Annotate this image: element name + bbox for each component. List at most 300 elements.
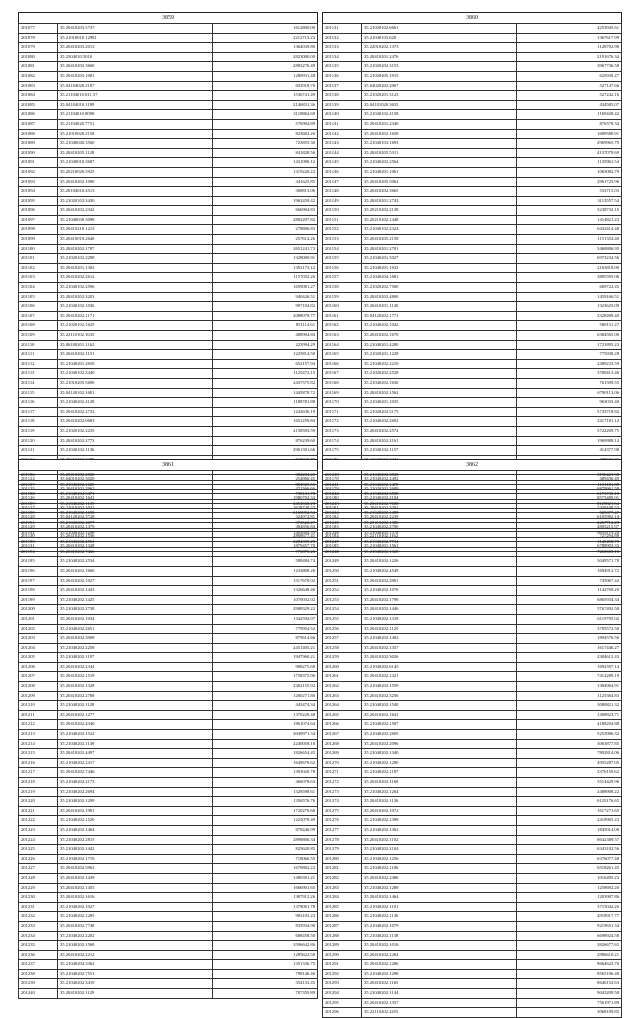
table-row: [19, 91, 318, 101]
account-code-cell: 35.21040102.1157: [362, 446, 517, 456]
account-code-cell: 35.20410202.2732: [58, 407, 213, 417]
table-row: [323, 1008, 622, 1018]
row-id-cell: 201119: [19, 426, 58, 436]
row-id-cell: 201279: [323, 845, 362, 855]
amount-cell: 6119795.02: [517, 614, 622, 624]
row-id-cell: 201103: [19, 273, 58, 283]
amount-cell: 1393020.78: [213, 768, 318, 778]
amount-cell: 688458.50: [213, 931, 318, 941]
account-code-cell: 35.21040204.5471: [58, 490, 213, 500]
row-id-cell: 201235: [19, 941, 58, 951]
account-code-cell: 35.20410202.1455: [58, 883, 213, 893]
account-code-cell: 35.20410202.1034: [58, 614, 213, 624]
account-code-cell: 35.20410202.2284: [362, 950, 517, 960]
account-code-cell: 35.20104010.4513: [58, 187, 213, 197]
ledger-table: [322, 470, 622, 1018]
table-row: [19, 407, 318, 417]
amount-cell: 1431096.12: [213, 158, 318, 168]
account-code-cell: 35.06100201.1162: [58, 340, 213, 350]
row-id-cell: 201264: [323, 701, 362, 711]
row-id-cell: 201163: [323, 331, 362, 341]
table-row: [19, 158, 318, 168]
account-code-cell: 35.21040201.1061: [362, 167, 517, 177]
amount-cell: 3795572.50: [517, 624, 622, 634]
account-code-cell: 35.21040202.1328: [362, 547, 517, 557]
row-id-cell: 201281: [323, 864, 362, 874]
row-id-cell: 201137: [323, 81, 362, 91]
account-code-cell: 35.20410202.1616: [58, 893, 213, 903]
amount-cell: 1980702.34: [213, 494, 318, 504]
account-code-cell: 35.21040202.5508: [362, 490, 517, 500]
table-row: [19, 81, 318, 91]
amount-cell: 3063877.85: [517, 739, 622, 749]
row-id-cell: 201125: [19, 484, 58, 494]
amount-cell: 4137079.69: [517, 148, 622, 158]
row-id-cell: 201178: [323, 474, 362, 484]
account-code-cell: 35.21040202.2700: [362, 522, 517, 532]
account-code-cell: 35.20410202.2486: [362, 873, 517, 883]
amount-cell: 2284359.29: [213, 538, 318, 548]
amount-cell: 1384964.91: [517, 682, 622, 692]
amount-cell: 1326648.46: [213, 586, 318, 596]
account-code-cell: 35.20410202.1286: [362, 960, 517, 970]
amount-cell: 1408823.71: [517, 710, 622, 720]
account-code-cell: 35.21020102.6661: [362, 24, 517, 34]
table-row: [323, 490, 622, 500]
amount-cell: 779954.52: [213, 624, 318, 634]
account-code-cell: 35.20410201.1130: [362, 302, 517, 312]
table-row: [323, 263, 622, 273]
amount-cell: 1370229.48: [213, 710, 318, 720]
account-code-cell: 35.20410201.2743: [362, 196, 517, 206]
account-code-cell: 35.21040102.3440: [58, 369, 213, 379]
row-id-cell: 201117: [19, 407, 58, 417]
row-id-cell: 201087: [19, 119, 58, 129]
account-code-cell: 35.21040103.1693: [362, 139, 517, 149]
table-row: [323, 417, 622, 427]
amount-cell: 1319226.22: [213, 167, 318, 177]
row-id-cell: 201168: [323, 378, 362, 388]
row-id-cell: 201206: [19, 662, 58, 672]
table-row: [19, 710, 318, 720]
row-id-cell: 201181: [323, 503, 362, 513]
table-row: [323, 864, 622, 874]
amount-cell: 878446.99: [213, 825, 318, 835]
row-id-cell: 201254: [323, 605, 362, 615]
table-row: [19, 187, 318, 197]
account-code-cell: 35.04020202.2067: [362, 81, 517, 91]
table-row: [19, 129, 318, 139]
amount-cell: 876239.60: [213, 436, 318, 446]
row-id-cell: 201255: [323, 614, 362, 624]
row-id-cell: 201133: [323, 43, 362, 53]
account-code-cell: 35.20410202.1136: [362, 797, 517, 807]
amount-cell: 434585.07: [517, 100, 622, 110]
row-id-cell: 201251: [323, 576, 362, 586]
row-id-cell: 201234: [19, 931, 58, 941]
row-id-cell: 201271: [323, 768, 362, 778]
row-id-cell: 201084: [19, 91, 58, 101]
row-id-cell: 201237: [19, 960, 58, 970]
row-id-cell: 201146: [323, 167, 362, 177]
account-code-cell: 35.20410202.1357: [362, 998, 517, 1008]
table-row: [19, 797, 318, 807]
table-row: [323, 254, 622, 264]
table-row: [19, 359, 318, 369]
row-id-cell: 201136: [323, 71, 362, 81]
row-id-cell: 201156: [323, 263, 362, 273]
account-code-cell: 35.21040202.1149: [58, 739, 213, 749]
row-id-cell: 201166: [323, 359, 362, 369]
account-code-cell: 35.21040202.1559: [362, 682, 517, 692]
account-code-cell: 35.21040202.6145: [362, 662, 517, 672]
ledger-panel-3: [18, 459, 318, 999]
row-id-cell: 201096: [19, 206, 58, 216]
table-row: [323, 340, 622, 350]
row-id-cell: 201208: [19, 682, 58, 692]
row-id-cell: 201132: [323, 33, 362, 43]
amount-cell: 8642389.57: [517, 835, 622, 845]
amount-cell: 1670862.22: [213, 864, 318, 874]
amount-cell: 443474.34: [213, 701, 318, 711]
table-row: [19, 62, 318, 72]
account-code-cell: 35.2304010.5010: [58, 52, 213, 62]
amount-cell: 414377.98: [517, 446, 622, 456]
table-row: [19, 321, 318, 331]
account-code-cell: 35.21040202.1256: [362, 854, 517, 864]
amount-cell: 625939.27: [517, 71, 622, 81]
row-id-cell: 201219: [19, 787, 58, 797]
row-id-cell: 201221: [19, 806, 58, 816]
table-row: [19, 254, 318, 264]
table-row: [323, 576, 622, 586]
account-code-cell: 35.20410202.3008: [58, 634, 213, 644]
account-code-cell: 35.21040202.2492: [362, 474, 517, 484]
account-code-cell: 35.21020102.1625: [58, 321, 213, 331]
row-id-cell: 201097: [19, 215, 58, 225]
table-row: [323, 643, 622, 653]
amount-cell: 718066.55: [213, 854, 318, 864]
row-id-cell: 201261: [323, 672, 362, 682]
amount-cell: 6343102.56: [517, 845, 622, 855]
amount-cell: 761509.55: [517, 378, 622, 388]
amount-cell: 2898806.34: [213, 835, 318, 845]
row-id-cell: 201187: [19, 480, 58, 490]
amount-cell: 1826654.45: [213, 749, 318, 759]
row-id-cell: 201225: [19, 845, 58, 855]
account-code-cell: 35.21040202.2605: [362, 730, 517, 740]
amount-cell: 1612800.00: [213, 24, 318, 34]
row-id-cell: 201205: [19, 653, 58, 663]
account-code-cell: 35.21020202.3153: [362, 62, 517, 72]
account-code-cell: 35.21040030.5098: [58, 215, 213, 225]
row-id-cell: 201081: [19, 62, 58, 72]
table-row: [19, 931, 318, 941]
row-id-cell: 201243: [323, 499, 362, 509]
account-code-cell: 35.21040202.4549: [362, 566, 517, 576]
table-row: [323, 273, 622, 283]
row-id-cell: 201193: [19, 538, 58, 548]
row-id-cell: 201086: [19, 110, 58, 120]
table-row: [19, 691, 318, 701]
row-id-cell: 201079: [19, 43, 58, 53]
account-code-cell: 35.20410202.1798: [362, 595, 517, 605]
amount-cell: 825620.85: [213, 845, 318, 855]
account-code-cell: 35.21040201.4280: [362, 340, 517, 350]
row-id-cell: 201210: [19, 701, 58, 711]
row-id-cell: 201296: [323, 1008, 362, 1018]
amount-cell: 983103.23: [213, 912, 318, 922]
table-row: [19, 100, 318, 110]
amount-cell: 1628728.27: [213, 503, 318, 513]
row-id-cell: 201167: [323, 369, 362, 379]
row-id-cell: 201100: [19, 244, 58, 254]
amount-cell: 776876.26: [213, 547, 318, 557]
table-row: [323, 100, 622, 110]
amount-cell: 7260658.10: [517, 547, 622, 557]
row-id-cell: 201116: [19, 398, 58, 408]
table-row: [323, 538, 622, 548]
table-row: [19, 547, 318, 557]
account-code-cell: 35.20410201.2701: [362, 244, 517, 254]
table-row: [323, 129, 622, 139]
row-id-cell: 201088: [19, 129, 58, 139]
amount-cell: 1517670.02: [213, 576, 318, 586]
table-row: [19, 835, 318, 845]
row-id-cell: 201268: [323, 739, 362, 749]
table-row: [19, 854, 318, 864]
table-row: [323, 24, 622, 34]
row-id-cell: 201192: [19, 528, 58, 538]
table-row: [19, 283, 318, 293]
row-id-cell: 201191: [19, 518, 58, 528]
amount-cell: 1145458.79: [517, 538, 622, 548]
amount-cell: 527242.16: [517, 91, 622, 101]
row-id-cell: 201229: [19, 883, 58, 893]
row-id-cell: 201108: [19, 321, 58, 331]
row-id-cell: 201094: [19, 187, 58, 197]
row-id-cell: 201258: [323, 643, 362, 653]
row-id-cell: 201200: [19, 605, 58, 615]
amount-cell: 2146831.36: [213, 100, 318, 110]
row-id-cell: 201162: [323, 321, 362, 331]
account-code-cell: 35.21040202.1362: [362, 825, 517, 835]
amount-cell: 2961301.66: [213, 446, 318, 456]
account-code-cell: 35.20410202.7748: [58, 921, 213, 931]
amount-cell: 382204.20: [213, 471, 318, 481]
amount-cell: 6865934.34: [517, 595, 622, 605]
row-id-cell: 201098: [19, 225, 58, 235]
account-code-cell: 35.20410202.2000: [58, 471, 213, 481]
row-id-cell: 201270: [323, 758, 362, 768]
panel-page-number: 3861: [18, 459, 318, 470]
amount-cell: 1258692.20: [517, 883, 622, 893]
table-row: [323, 845, 622, 855]
row-id-cell: 201145: [323, 158, 362, 168]
table-row: [323, 331, 622, 341]
account-code-cell: 35.20410202.1981: [58, 806, 213, 816]
amount-cell: 3113557.54: [517, 196, 622, 206]
amount-cell: 1480391.21: [213, 873, 318, 883]
amount-cell: 2969965.79: [517, 139, 622, 149]
row-id-cell: 201149: [323, 196, 362, 206]
account-code-cell: 35.20410202.3256: [362, 691, 517, 701]
account-code-cell: 35.21040103.620: [362, 33, 517, 43]
table-row: [19, 845, 318, 855]
row-id-cell: 201147: [323, 177, 362, 187]
table-row: [19, 177, 318, 187]
account-code-cell: 35.20410202.1131: [58, 350, 213, 360]
table-row: [19, 52, 318, 62]
account-code-cell: 35.20210202.1448: [362, 215, 517, 225]
account-code-cell: 35.21040202.1498: [362, 509, 517, 519]
table-row: [19, 490, 318, 500]
row-id-cell: 201131: [323, 24, 362, 34]
row-id-cell: 201204: [19, 643, 58, 653]
amount-cell: 3468806.95: [517, 244, 622, 254]
row-id-cell: 201256: [323, 624, 362, 634]
row-id-cell: 201172: [323, 417, 362, 427]
account-code-cell: 35.04120202.1771: [362, 311, 517, 321]
row-id-cell: 201212: [19, 720, 58, 730]
account-code-cell: 35.20410202.1670: [362, 331, 517, 341]
account-code-cell: 35.21010010.12981: [58, 33, 213, 43]
row-id-cell: 201104: [19, 283, 58, 293]
account-code-cell: 35.21040202.3419: [58, 979, 213, 989]
row-id-cell: 201263: [323, 691, 362, 701]
amount-cell: 823602.26: [213, 129, 318, 139]
row-id-cell: 201280: [323, 854, 362, 864]
account-code-cell: 35.21040202.1299: [58, 797, 213, 807]
account-code-cell: 35.21040202.7734: [362, 538, 517, 548]
amount-cell: 1649678.62: [213, 758, 318, 768]
row-id-cell: 201287: [323, 921, 362, 931]
amount-cell: 2439108.53: [517, 503, 622, 513]
amount-cell: 1364039.80: [213, 43, 318, 53]
table-row: [19, 624, 318, 634]
table-row: [19, 215, 318, 225]
table-row: [19, 576, 318, 586]
table-row: [323, 739, 622, 749]
amount-cell: 4805215.97: [517, 522, 622, 532]
row-id-cell: 201188: [19, 490, 58, 500]
amount-cell: 2908329.22: [213, 605, 318, 615]
amount-cell: 1323625.09: [517, 302, 622, 312]
table-row: [323, 691, 622, 701]
ledger-panel-4: [322, 459, 622, 1018]
row-id-cell: 201220: [19, 797, 58, 807]
table-row: [323, 989, 622, 999]
row-id-cell: 201110: [19, 340, 58, 350]
amount-cell: 3885595.06: [517, 273, 622, 283]
amount-cell: 1016495.23: [517, 873, 622, 883]
amount-cell: 2212713.23: [213, 33, 318, 43]
row-id-cell: 201245: [323, 518, 362, 528]
row-id-cell: 201217: [19, 768, 58, 778]
amount-cell: 666904.83: [213, 206, 318, 216]
account-code-cell: 35.21020202.2528: [362, 369, 517, 379]
table-row: [323, 378, 622, 388]
table-row: [19, 720, 318, 730]
row-id-cell: 201265: [323, 710, 362, 720]
row-id-cell: 201106: [19, 302, 58, 312]
row-id-cell: 201224: [19, 835, 58, 845]
row-id-cell: 201207: [19, 672, 58, 682]
account-code-cell: 35.21040202.1605: [58, 480, 213, 490]
row-id-cell: 201262: [323, 682, 362, 692]
table-row: [323, 350, 622, 360]
table-row: [323, 960, 622, 970]
account-code-cell: 35.20410202.1519: [58, 672, 213, 682]
table-row: [19, 816, 318, 826]
account-code-cell: 35.21040202.2417: [58, 758, 213, 768]
row-id-cell: 201115: [19, 388, 58, 398]
table-row: [19, 902, 318, 912]
account-code-cell: 35.20410202.1129: [58, 989, 213, 999]
account-code-cell: 35.22110202.2455: [362, 1008, 517, 1018]
amount-cell: 5722209.75: [517, 426, 622, 436]
amount-cell: 6959119.28: [517, 528, 622, 538]
account-code-cell: 35.20410205.2158: [362, 235, 517, 245]
row-id-cell: 201171: [323, 407, 362, 417]
row-id-cell: 201286: [323, 912, 362, 922]
row-id-cell: 201278: [323, 835, 362, 845]
account-code-cell: 35.21040202.2815: [58, 835, 213, 845]
account-code-cell: 35.21040202.1425: [58, 595, 213, 605]
row-id-cell: 201102: [19, 263, 58, 273]
table-row: [323, 950, 622, 960]
row-id-cell: 201241: [323, 480, 362, 490]
table-row: [323, 167, 622, 177]
amount-cell: 738131.78: [213, 490, 318, 500]
row-id-cell: 201143: [323, 139, 362, 149]
amount-cell: 9043209.58: [517, 989, 622, 999]
row-id-cell: 201127: [19, 503, 58, 513]
amount-cell: 6879961.58: [517, 484, 622, 494]
account-code-cell: 35.21020202.7500: [362, 283, 517, 293]
account-code-cell: 35.20410202.3203: [58, 292, 213, 302]
table-row: [19, 701, 318, 711]
amount-cell: 2488908.22: [517, 787, 622, 797]
table-row: [19, 864, 318, 874]
table-row: [323, 407, 622, 417]
amount-cell: 1328000.91: [213, 254, 318, 264]
account-code-cell: 35.21040202.1340: [362, 749, 517, 759]
account-code-cell: 35.21040202.2104: [362, 845, 517, 855]
row-id-cell: 201284: [323, 893, 362, 903]
amount-cell: 2118864.69: [213, 110, 318, 120]
account-code-cell: 35.21040202.1698: [58, 509, 213, 519]
account-code-cell: 35.20410202.1321: [362, 672, 517, 682]
amount-cell: 8129821.64: [517, 499, 622, 509]
row-id-cell: 201288: [323, 931, 362, 941]
amount-cell: 466078.63: [213, 778, 318, 788]
table-row: [323, 854, 622, 864]
row-id-cell: 201153: [323, 235, 362, 245]
account-code-cell: 35.21040102.1136: [58, 446, 213, 456]
table-row: [323, 797, 622, 807]
account-code-cell: 35.21040202.2173: [58, 778, 213, 788]
amount-cell: 798146.46: [213, 969, 318, 979]
table-row: [19, 950, 318, 960]
table-row: [19, 436, 318, 446]
row-id-cell: 201124: [19, 474, 58, 484]
amount-cell: 1758375.96: [213, 672, 318, 682]
table-row: [323, 311, 622, 321]
row-id-cell: 201275: [323, 806, 362, 816]
account-code-cell: 35.21040102.2596: [58, 283, 213, 293]
amount-cell: 7412289.19: [517, 672, 622, 682]
